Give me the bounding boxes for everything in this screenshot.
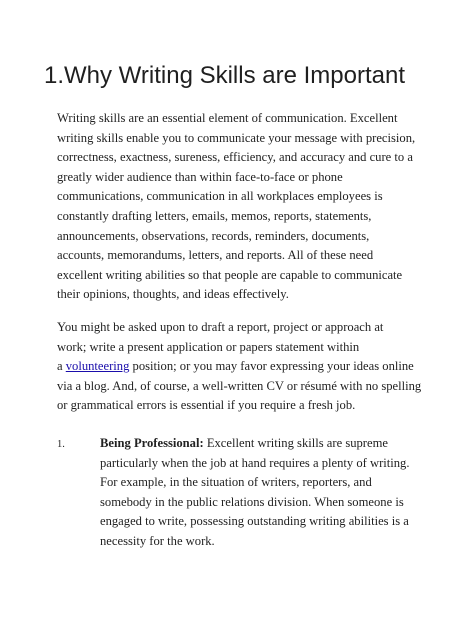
volunteering-link[interactable]: volunteering — [65, 359, 130, 374]
list-item-heading: Being Professional: — [100, 436, 204, 450]
list-item-line: necessity for the work. — [100, 533, 215, 548]
list-item-line: For example, in the situation of writers, reporters, and — [100, 475, 372, 490]
paragraph-line: correctness, exactness, sureness, efficiency, and accuracy and cure to a — [57, 150, 413, 165]
paragraph-line: or grammatical errors is essential if you require a fresh job. — [57, 398, 356, 413]
list-item-line: somebody in the public relations division. When someone is — [100, 494, 404, 509]
paragraph-line-with-link — [57, 357, 417, 377]
text-segment: a — [57, 359, 66, 374]
paragraph-line: You might be asked upon to draft a report, project or approach at — [57, 320, 384, 334]
page-title: 1.Why Writing Skills are Important — [44, 62, 405, 89]
list-item-line: engaged to write, possessing outstanding writing abilities is a — [100, 514, 409, 529]
paragraph-line: announcements, observations, records, reminders, documents, — [57, 228, 370, 243]
text-segment: position; or you may favor expressing your ideas online — [129, 359, 414, 374]
paragraph-second — [57, 318, 422, 416]
paragraph-line: via a blog. And, of course, a well-written CV or résumé with no spelling — [57, 378, 422, 393]
paragraph-line: writing skills enable you to communicate your message with precision, — [57, 130, 416, 145]
paragraph-line: excellent writing abilities so that people are capable to communicate — [57, 267, 403, 282]
list-item-line: particularly when the job at hand requires a plenty of writing. — [100, 455, 410, 470]
paragraph-line: constantly drafting letters, emails, memos, reports, statements, — [57, 208, 372, 223]
paragraph-intro — [57, 109, 417, 305]
paragraph-line: their opinions, thoughts, and ideas effectively. — [57, 287, 289, 302]
list-item-number: 1. — [57, 439, 65, 450]
paragraph-line: greatly wider audience than within face-to-face or phone — [57, 169, 343, 184]
list-item-first-line — [100, 434, 430, 454]
paragraph-line: work; write a present application or papers statement within — [57, 339, 360, 354]
paragraph-line: Writing skills are an essential element of communication. Excellent — [57, 111, 398, 125]
text-segment: Excellent writing skills are supreme — [203, 436, 388, 450]
list-item-body — [100, 434, 430, 552]
paragraph-line: communications, communication in all workplaces employees is — [57, 189, 383, 204]
paragraph-line: accounts, memorandums, letters, and reports. All of these need — [57, 248, 374, 263]
